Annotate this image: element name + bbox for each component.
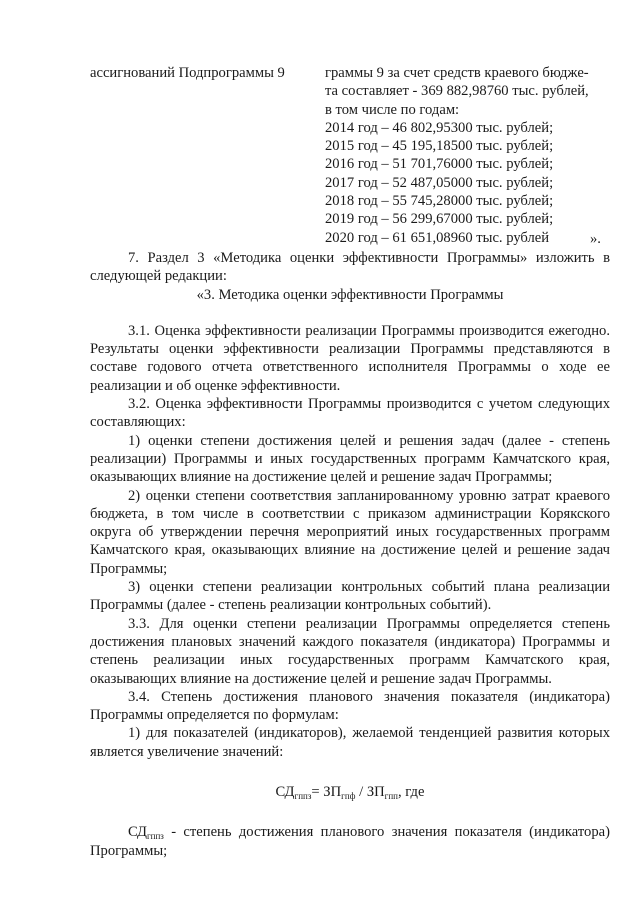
table-left-text: ассигнований Подпрограммы 9 xyxy=(90,65,285,81)
definition-symbol-sub: гппз xyxy=(146,831,164,842)
closing-quote: ». xyxy=(590,231,601,247)
document-body xyxy=(90,249,610,860)
table-right-line: 2014 год – 46 802,95300 тыс. рублей; xyxy=(325,119,554,136)
definition-paragraph xyxy=(90,823,610,860)
table-right-line: 2019 год – 56 299,67000 тыс. рублей; xyxy=(325,211,554,228)
formula-div: / ЗП xyxy=(355,784,385,801)
formula xyxy=(90,783,610,801)
paragraph-7: 7. Раздел 3 «Методика оценки эффективности Программы» изложить в следующей редакции: xyxy=(90,250,610,285)
table-left-cell xyxy=(90,64,320,82)
formula-lhs: СД xyxy=(275,784,295,801)
paragraph-3-4-item-1: 1) для показателей (индикаторов), желаемой тенденцией развития которых является увеличение значений: xyxy=(90,725,610,760)
table-right-line: 2018 год – 55 745,28000 тыс. рублей; xyxy=(325,193,554,210)
table-right-line: 2020 год – 61 651,08960 тыс. рублей xyxy=(325,229,550,246)
formula-lhs-sub: гппз xyxy=(294,791,312,802)
table-right-line: 2016 год – 51 701,76000 тыс. рублей; xyxy=(325,156,554,173)
definition-text: - степень достижения планового значения показателя (индикатора) Программы; xyxy=(90,824,610,859)
table-right-cell xyxy=(325,64,620,247)
paragraph-3-3: 3.3. Для оценки степени реализации Программы определяется степень достижения плановых значений каждого показателя (индикатора) Программы и степень реализации иных государственных программ Камчатского края, оказывающих влияние на достижение целей и решение задач Программы. xyxy=(90,615,610,687)
table-right-line: в том числе по годам: xyxy=(325,101,460,118)
paragraph-3-2-item-1: 1) оценки степени достижения целей и решения задач (далее - степень реализации) Программы и иных государственных программ Камчатского края, оказывающих влияние на достижение целей и решение задач Программы; xyxy=(90,432,610,486)
section-heading: «3. Методика оценки эффективности Программы xyxy=(196,286,504,303)
paragraph-3-2-item-2: 2) оценки степени соответствия запланированному уровню затрат краевого бюджета, в том числе в соответствии с приказом администрации Корякского округа об утверждении перечня мероприятий иных государственных программ Камчатского края, оказывающих влияние на достижение целей и решение задач Программы; xyxy=(90,487,610,577)
formula-rhs-sub: гпп xyxy=(384,791,398,802)
paragraph-3-2: 3.2. Оценка эффективности Программы производится с учетом следующих составляющих: xyxy=(90,396,610,431)
table-right-line: граммы 9 за счет средств краевого бюдже- xyxy=(325,65,589,81)
definition-symbol: СД xyxy=(128,824,147,841)
table-right-line: та составляет - 369 882,98760 тыс. рублей, xyxy=(325,83,589,100)
formula-tail: , где xyxy=(398,784,425,801)
formula-eq: = ЗП xyxy=(311,784,342,801)
paragraph-3-4: 3.4. Степень достижения планового значения показателя (индикатора) Программы определяется по формулам: xyxy=(90,688,610,724)
table-right-line: 2015 год – 45 195,18500 тыс. рублей; xyxy=(325,138,554,155)
paragraph-3-1: 3.1. Оценка эффективности реализации Программы производится ежегодно. Результаты оценки эффективности реализации Программы представляются в составе годового отчета ответственного исполнителя Программы о ходе ее реализации и об оценке эффективности. xyxy=(90,322,610,394)
paragraph-3-2-item-3: 3) оценки степени реализации контрольных событий плана реализации Программы (далее - степень реализации контрольных событий). xyxy=(90,579,610,614)
formula-mid-sub: гпф xyxy=(341,791,356,802)
table-right-line: 2017 год – 52 487,05000 тыс. рублей; xyxy=(325,174,554,191)
